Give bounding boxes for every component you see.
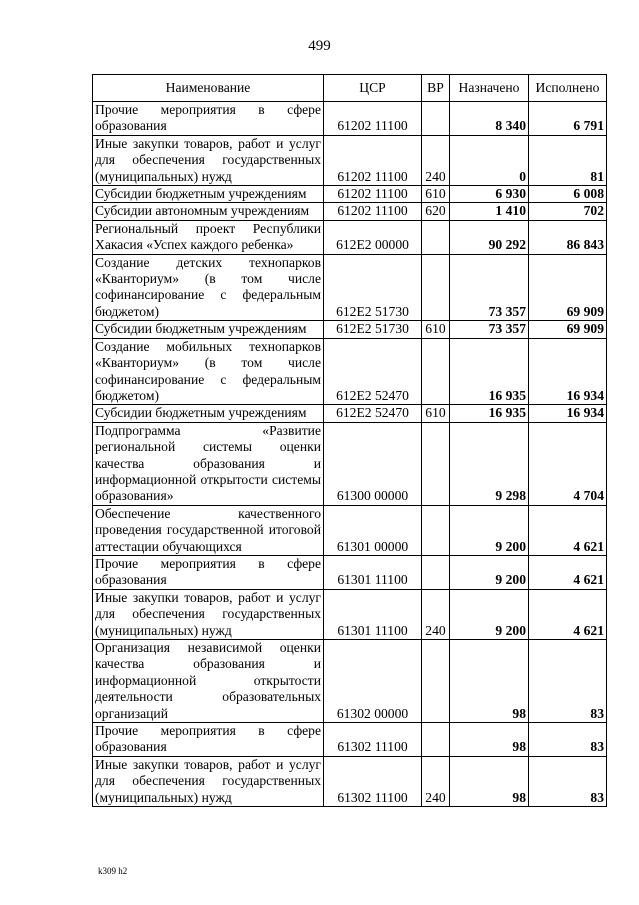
page-number: 499: [308, 38, 331, 54]
table-row: [93, 338, 607, 405]
cell-executed: 83: [529, 640, 607, 723]
cell-vr: [422, 555, 450, 589]
cell-executed: 6 008: [529, 186, 607, 203]
cell-planned: 98: [450, 756, 529, 806]
cell-csr: 61302 00000: [324, 640, 422, 723]
cell-vr: 610: [422, 405, 450, 422]
cell-csr: 612E2 52470: [324, 338, 422, 405]
cell-name: Подпрограмма «Развитие региональной системы оценки качества образования и информационной открытости системы образования»: [93, 422, 324, 505]
cell-executed: 4 621: [529, 505, 607, 555]
table-row: [93, 422, 607, 505]
cell-csr: 61302 11100: [324, 756, 422, 806]
cell-planned: 9 200: [450, 589, 529, 639]
cell-vr: [422, 723, 450, 757]
header-name: Наименование: [93, 75, 324, 102]
header-csr: ЦСР: [324, 75, 422, 102]
document-code: k309 h2: [98, 866, 128, 876]
cell-executed: 69 909: [529, 254, 607, 321]
cell-planned: 9 200: [450, 555, 529, 589]
cell-name: Организация независимой оценки качества образования и информационной открытости деятельности образовательных организаций: [93, 640, 324, 723]
cell-vr: [422, 102, 450, 136]
table-row: [93, 555, 607, 589]
cell-name: Обеспечение качественного проведения государственной итоговой аттестации обучающихся: [93, 505, 324, 555]
cell-executed: 4 621: [529, 555, 607, 589]
cell-name: Прочие мероприятия в сфере образования: [93, 555, 324, 589]
cell-csr: 612E2 00000: [324, 220, 422, 254]
cell-executed: 4 704: [529, 422, 607, 505]
cell-name: Прочие мероприятия в сфере образования: [93, 723, 324, 757]
cell-name: Иные закупки товаров, работ и услуг для обеспечения государственных (муниципальных) нужд: [93, 589, 324, 639]
cell-planned: 9 298: [450, 422, 529, 505]
table-row: [93, 723, 607, 757]
cell-vr: [422, 422, 450, 505]
cell-planned: 6 930: [450, 186, 529, 203]
cell-csr: 612E2 52470: [324, 405, 422, 422]
table-row: [93, 186, 607, 203]
cell-vr: [422, 338, 450, 405]
table-row: [93, 405, 607, 422]
cell-name: Прочие мероприятия в сфере образования: [93, 102, 324, 136]
cell-vr: [422, 254, 450, 321]
cell-executed: 86 843: [529, 220, 607, 254]
cell-planned: 0: [450, 135, 529, 185]
cell-planned: 16 935: [450, 405, 529, 422]
cell-csr: 61302 11100: [324, 723, 422, 757]
cell-vr: 610: [422, 321, 450, 338]
budget-table: [92, 74, 607, 807]
table-row: [93, 321, 607, 338]
cell-csr: 61202 11100: [324, 102, 422, 136]
cell-planned: 90 292: [450, 220, 529, 254]
cell-csr: 61300 00000: [324, 422, 422, 505]
cell-planned: 9 200: [450, 505, 529, 555]
cell-vr: 240: [422, 589, 450, 639]
cell-vr: 610: [422, 186, 450, 203]
cell-executed: 81: [529, 135, 607, 185]
cell-planned: 16 935: [450, 338, 529, 405]
header-vr: ВР: [422, 75, 450, 102]
cell-name: Создание мобильных технопарков «Кванториум» (в том числе софинансирование с федеральным бюджетом): [93, 338, 324, 405]
table-row: [93, 505, 607, 555]
cell-csr: 61202 11100: [324, 186, 422, 203]
cell-vr: 240: [422, 135, 450, 185]
cell-csr: 61202 11100: [324, 135, 422, 185]
table-row: [93, 135, 607, 185]
table-row: [93, 589, 607, 639]
table-row: [93, 220, 607, 254]
cell-planned: 73 357: [450, 254, 529, 321]
cell-executed: 4 621: [529, 589, 607, 639]
table-row: [93, 254, 607, 321]
table-row: [93, 756, 607, 806]
table-row: [93, 102, 607, 136]
cell-csr: 61301 00000: [324, 505, 422, 555]
cell-planned: 8 340: [450, 102, 529, 136]
cell-executed: 83: [529, 756, 607, 806]
cell-executed: 702: [529, 203, 607, 220]
cell-vr: 620: [422, 203, 450, 220]
cell-vr: [422, 220, 450, 254]
cell-name: Иные закупки товаров, работ и услуг для обеспечения государственных (муниципальных) нужд: [93, 756, 324, 806]
table-row: [93, 640, 607, 723]
cell-csr: 61301 11100: [324, 555, 422, 589]
table-header-row: [93, 75, 607, 102]
cell-name: Субсидии бюджетным учреждениям: [93, 321, 324, 338]
table-row: [93, 203, 607, 220]
cell-executed: 16 934: [529, 405, 607, 422]
cell-planned: 73 357: [450, 321, 529, 338]
cell-csr: 61301 11100: [324, 589, 422, 639]
header-planned: Назначено: [450, 75, 529, 102]
cell-vr: 240: [422, 756, 450, 806]
cell-name: Субсидии автономным учреждениям: [93, 203, 324, 220]
cell-name: Региональный проект Республики Хакасия «Успех каждого ребенка»: [93, 220, 324, 254]
header-executed: Исполнено: [529, 75, 607, 102]
cell-name: Иные закупки товаров, работ и услуг для обеспечения государственных (муниципальных) нужд: [93, 135, 324, 185]
cell-csr: 612E2 51730: [324, 321, 422, 338]
cell-vr: [422, 505, 450, 555]
cell-executed: 16 934: [529, 338, 607, 405]
cell-executed: 69 909: [529, 321, 607, 338]
cell-name: Субсидии бюджетным учреждениям: [93, 405, 324, 422]
cell-csr: 612E2 51730: [324, 254, 422, 321]
cell-name: Создание детских технопарков «Кванториум» (в том числе софинансирование с федеральным бюджетом): [93, 254, 324, 321]
cell-planned: 98: [450, 640, 529, 723]
cell-name: Субсидии бюджетным учреждениям: [93, 186, 324, 203]
cell-executed: 6 791: [529, 102, 607, 136]
cell-executed: 83: [529, 723, 607, 757]
cell-planned: 98: [450, 723, 529, 757]
cell-csr: 61202 11100: [324, 203, 422, 220]
cell-vr: [422, 640, 450, 723]
cell-planned: 1 410: [450, 203, 529, 220]
